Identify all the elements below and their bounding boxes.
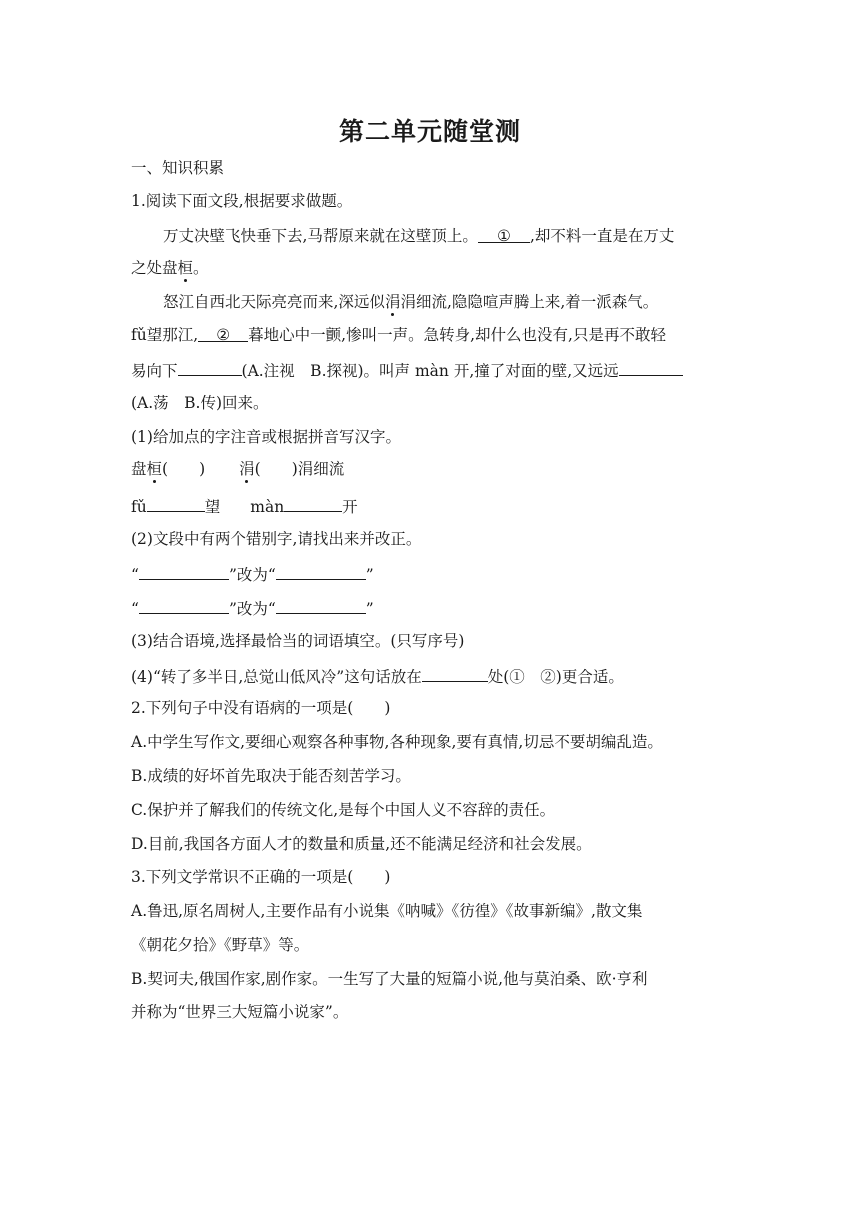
answer-paren[interactable]: ( )涓细流 <box>254 460 345 478</box>
wrong-char-blank[interactable] <box>139 563 229 580</box>
question-1-stem: 1.阅读下面文段,根据要求做题。 <box>131 192 353 210</box>
question-2-option-c[interactable]: C.保护并了解我们的传统文化,是每个中国人义不容辞的责任。 <box>131 801 556 819</box>
sub-question-1-items-b <box>131 495 731 517</box>
question-2-option-a[interactable]: A.中学生写作文,要细心观察各种事物,各种现象,要有真情,切忌不要胡编乱造。 <box>131 733 663 751</box>
question-3-option-a-line2[interactable]: 《朝花夕拾》《野草》等。 <box>131 936 310 954</box>
sub-question-4 <box>131 665 731 687</box>
quote-mark: “ <box>131 600 139 618</box>
item-text: 开 <box>342 498 358 516</box>
quote-mark: ” <box>365 600 374 618</box>
section-heading: 一、知识积累 <box>131 159 225 177</box>
passage-line-1 <box>163 226 731 246</box>
answer-blank[interactable] <box>147 495 205 512</box>
question-3-option-a-line1[interactable]: A.鲁迅,原名周树人,主要作品有小说集《呐喊》《彷徨》《故事新编》,散文集 <box>131 902 643 920</box>
passage-text: 。 <box>193 259 209 277</box>
passage-text: 怒江自西北天际亮亮而来,深远似 <box>163 293 385 311</box>
passage-line-5 <box>131 359 731 381</box>
quote-mark: ” <box>365 566 374 584</box>
fill-blank-2[interactable]: ② <box>198 325 248 342</box>
question-3-option-b-line1[interactable]: B.契诃夫,俄国作家,剧作家。一生写了大量的短篇小说,他与莫泊桑、欧·亨利 <box>131 970 648 988</box>
passage-text: ,却不料一直是在万丈 <box>529 227 675 245</box>
passage-text: 暮地心中一颤,惨叫一声。急转身,却什么也没有,只是再不敢轻 <box>248 326 666 344</box>
question-3-option-b-line2[interactable]: 并称为“世界三大短篇小说家”。 <box>131 1003 349 1021</box>
question-2-stem: 2.下列句子中没有语病的一项是( ) <box>131 699 391 717</box>
page-title: 第二单元随堂测 <box>338 117 521 146</box>
passage-text: 万丈决壁飞快垂下去,马帮原来就在这壁顶上。 <box>163 227 478 245</box>
item-text: màn <box>250 498 285 516</box>
passage-line-4 <box>131 325 731 345</box>
question-text: 处(① ②)更合适。 <box>487 668 624 686</box>
correction-row-1 <box>131 563 731 585</box>
correct-char-blank[interactable] <box>276 563 366 580</box>
correction-text: ”改为“ <box>228 600 276 618</box>
dotted-character: 桓 <box>177 259 194 277</box>
dotted-character: 涓 <box>239 460 255 478</box>
item-text: fǔ <box>131 498 147 516</box>
wrong-char-blank[interactable] <box>139 597 229 614</box>
passage-text: 涓细流,隐隐喧声腾上来,着一派森气。 <box>400 293 659 311</box>
passage-line-2 <box>131 258 731 278</box>
correction-row-2 <box>131 597 731 619</box>
fill-blank-1[interactable]: ① <box>478 226 530 243</box>
passage-line-6: (A.荡 B.传)回来。 <box>131 394 269 412</box>
answer-paren[interactable]: ( ) <box>162 460 206 478</box>
answer-blank[interactable] <box>422 665 488 682</box>
fill-blank-word-1[interactable] <box>178 359 242 376</box>
passage-text: 易向下 <box>131 362 178 380</box>
question-2-option-d[interactable]: D.目前,我国各方面人才的数量和质量,还不能满足经济和社会发展。 <box>131 835 592 853</box>
question-2-option-b[interactable]: B.成绩的好坏首先取决于能否刻苦学习。 <box>131 767 411 785</box>
passage-text: (A.注视 B.探视)。叫声 màn 开,撞了对面的壁,又远远 <box>241 362 619 380</box>
dotted-character: 桓 <box>146 460 163 478</box>
correction-text: ”改为“ <box>228 566 276 584</box>
question-text: (4)“转了多半日,总觉山低风冷”这句话放在 <box>131 668 422 686</box>
dotted-character: 涓 <box>384 293 401 311</box>
quote-mark: “ <box>131 566 139 584</box>
item-text: 望 <box>204 498 221 516</box>
passage-text: fǔ望那江, <box>131 326 199 344</box>
passage-text: 之处盘 <box>131 259 178 277</box>
passage-line-3 <box>163 292 763 312</box>
correct-char-blank[interactable] <box>276 597 366 614</box>
answer-blank[interactable] <box>284 495 342 512</box>
fill-blank-word-2[interactable] <box>619 359 683 376</box>
sub-question-3: (3)结合语境,选择最恰当的词语填空。(只写序号) <box>131 632 465 650</box>
question-3-stem: 3.下列文学常识不正确的一项是( ) <box>131 868 391 886</box>
item-text: 盘 <box>131 460 147 478</box>
sub-question-2: (2)文段中有两个错别字,请找出来并改正。 <box>131 530 422 548</box>
sub-question-1-items-a <box>131 459 731 479</box>
sub-question-1: (1)给加点的字注音或根据拼音写汉字。 <box>131 428 401 446</box>
